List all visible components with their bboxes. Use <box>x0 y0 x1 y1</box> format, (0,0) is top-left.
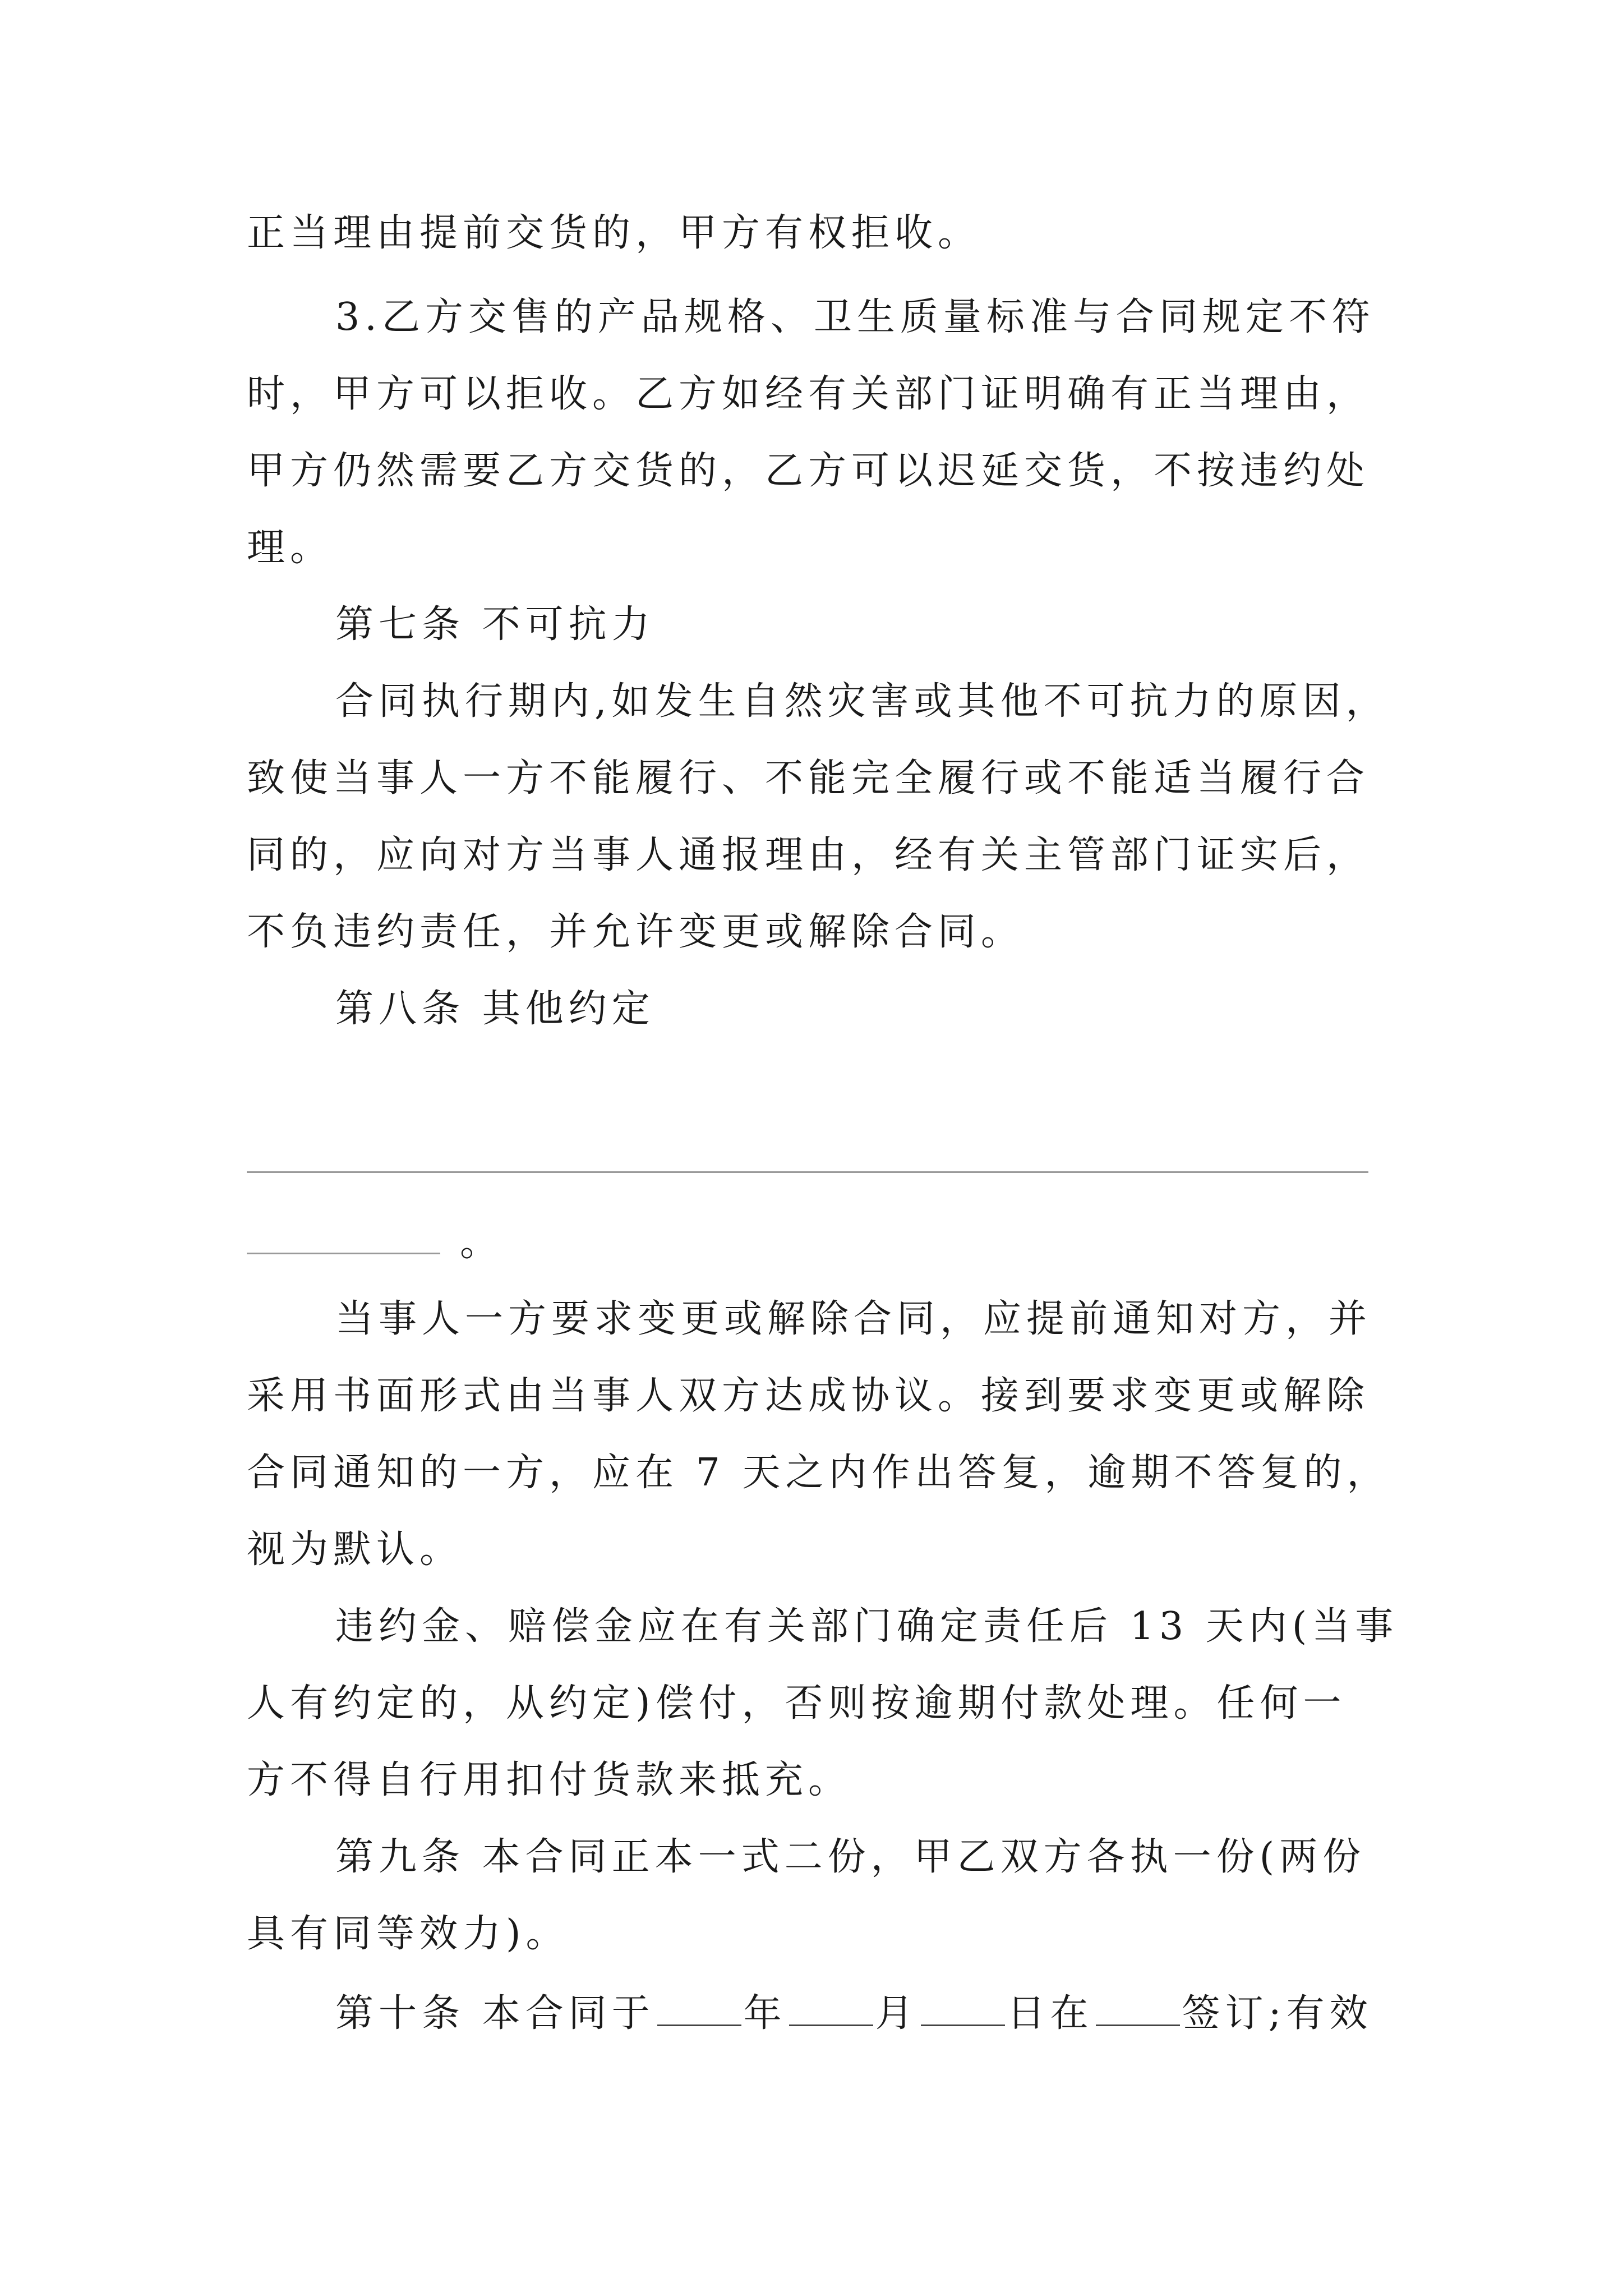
fill-in-blank-line <box>247 1253 440 1254</box>
blank-period: 。 <box>460 1221 504 1265</box>
text-line: 违约金、赔偿金应在有关部门确定责任后 13 天内(当事 <box>335 1604 1399 1649</box>
day-label: 日在 <box>1007 1991 1094 2036</box>
day-blank <box>921 1992 1005 2026</box>
article-ten-prefix: 第十条 本合同于 <box>335 1991 655 2036</box>
text-line: 不负违约责任，并允许变更或解除合同。 <box>247 910 1025 954</box>
year-label: 年 <box>743 1991 787 2036</box>
text-line: 采用书面形式由当事人双方达成协议。接到要求变更或解除 <box>247 1374 1370 1418</box>
text-line: 时，甲方可以拒收。乙方如经有关部门证明确有正当理由， <box>247 372 1370 416</box>
text-line: 理。 <box>247 526 334 570</box>
article-ten-line <box>335 1991 1373 2036</box>
article-heading: 第七条 不可抗力 <box>335 602 655 647</box>
text-line: 视为默认。 <box>247 1527 463 1572</box>
month-label: 月 <box>875 1991 919 2036</box>
text-line: 合同执行期内,如发生自然灾害或其他不可抗力的原因， <box>335 679 1389 724</box>
text-line: 当事人一方要求变更或解除合同，应提前通知对方，并 <box>335 1297 1372 1341</box>
year-blank <box>657 1992 741 2026</box>
text-line: 甲方仍然需要乙方交货的，乙方可以迟延交货，不按违约处 <box>247 449 1370 493</box>
text-line: 正当理由提前交货的，甲方有权拒收。 <box>247 211 981 255</box>
text-line: 具有同等效力)。 <box>247 1912 569 1956</box>
text-line: 致使当事人一方不能履行、不能完全履行或不能适当履行合 <box>247 756 1370 800</box>
text-line: 第九条 本合同正本一式二份，甲乙双方各执一份(两份 <box>335 1835 1366 1879</box>
month-blank <box>789 1992 873 2026</box>
text-line: 人有约定的，从约定)偿付，否则按逾期付款处理。任何一 <box>247 1681 1347 1726</box>
text-line: 方不得自行用扣付货款来抵充。 <box>247 1758 852 1802</box>
article-ten-suffix: 签订;有效 <box>1182 1991 1373 2036</box>
text-line: 3.乙方交售的产品规格、卫生质量标准与合同规定不符 <box>335 295 1375 339</box>
fill-in-blank-line <box>247 1171 1368 1173</box>
place-blank <box>1096 1992 1180 2026</box>
text-line: 同的，应向对方当事人通报理由，经有关主管部门证实后， <box>247 833 1370 877</box>
text-line: 合同通知的一方，应在 7 天之内作出答复，逾期不答复的， <box>247 1451 1390 1495</box>
article-heading: 第八条 其他约定 <box>335 987 655 1031</box>
